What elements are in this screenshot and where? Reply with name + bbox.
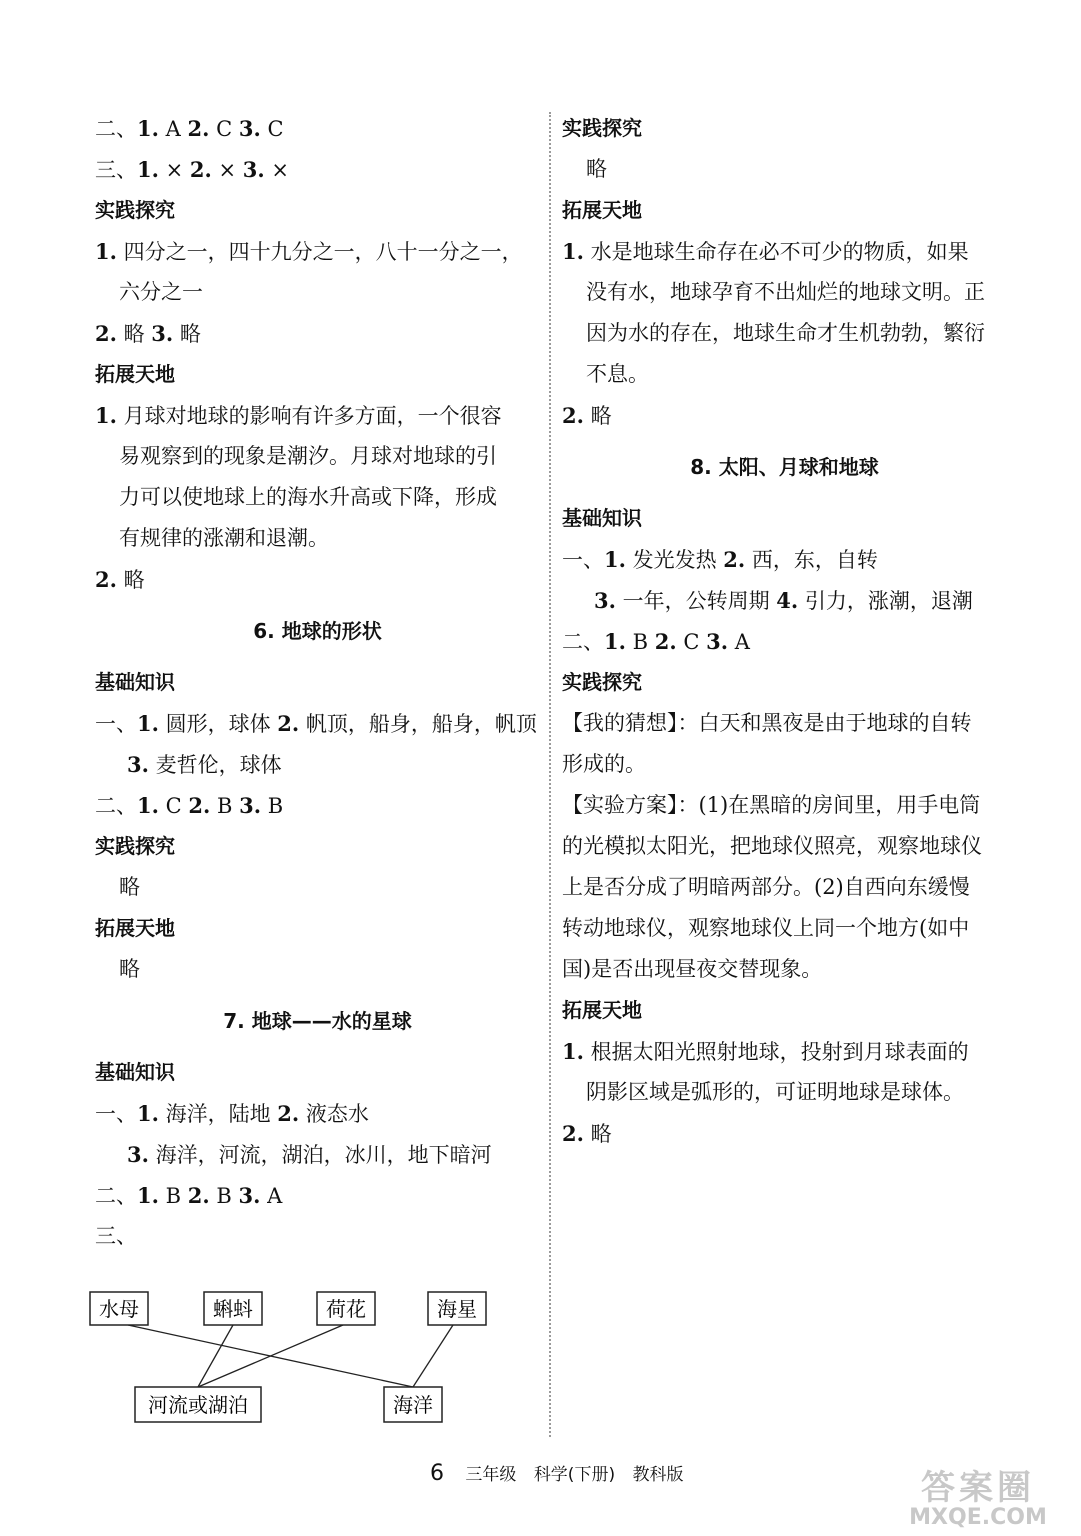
- answer-text: C: [260, 117, 284, 141]
- answer-line: 的光模拟太阳光，把地球仪照亮，观察地球仪: [562, 834, 982, 858]
- item-number: 3.: [242, 157, 265, 182]
- answer-line: [562, 1031, 1007, 1072]
- label-river-lake: 河流或湖泊: [148, 1393, 248, 1417]
- item-number: 2.: [189, 157, 212, 182]
- answer-text: 帆顶，船身，船身，帆顶: [299, 712, 537, 736]
- heading-practice: 实践探究: [95, 198, 175, 222]
- label-ocean: 海洋: [393, 1393, 433, 1417]
- answer-text: B: [158, 1184, 188, 1208]
- answer-line: 阴影区域是弧形的，可证明地球是球体。: [586, 1080, 964, 1104]
- answer-line: [95, 744, 540, 785]
- answer-line: [95, 785, 540, 826]
- item-number: 1.: [604, 629, 626, 654]
- answer-line: [95, 559, 540, 600]
- matching-diagram: [88, 1285, 508, 1440]
- answer-line: 【我的猜想】：白天和黑夜是由于地球的自转: [562, 711, 972, 735]
- answer-line: [95, 1134, 540, 1175]
- heading-practice: 实践探究: [562, 116, 642, 140]
- answer-line: [562, 580, 1007, 621]
- answer-text: B: [261, 794, 284, 818]
- answer-text: 略: [583, 1122, 612, 1146]
- answer-line: 国)是否出现昼夜交替现象。: [562, 957, 823, 981]
- right-column: [562, 108, 1007, 1154]
- answer-line: 略: [119, 875, 140, 899]
- heading-extend: 拓展天地: [95, 916, 175, 940]
- heading-basic: 基础知识: [562, 506, 642, 530]
- answer-text: ×: [158, 158, 190, 182]
- section-label: 三、: [95, 158, 137, 182]
- item-number: 2.: [187, 1183, 210, 1208]
- answer-line: 因为水的存在，地球生命才生机勃勃，繁衍: [586, 321, 985, 345]
- answer-line: 力可以使地球上的海水升高或下降，形成: [119, 485, 497, 509]
- item-number: 3.: [151, 321, 174, 346]
- answer-line: 转动地球仪，观察地球仪上同一个地方(如中: [562, 916, 970, 940]
- item-number: 2.: [95, 321, 117, 346]
- column-divider: [549, 112, 551, 1437]
- item-number: 3.: [127, 752, 149, 777]
- answer-line: 没有水，地球孕育不出灿烂的地球文明。正: [586, 280, 985, 304]
- answer-text: 一年，公转周期: [615, 589, 777, 613]
- section-title-8: 8. 太阳、月球和地球: [690, 455, 879, 479]
- section-label: 一、: [95, 1102, 137, 1126]
- watermark-logo: [893, 1470, 1063, 1532]
- item-number: 3.: [238, 1183, 261, 1208]
- match-line: [198, 1325, 233, 1387]
- answer-line: [95, 149, 540, 190]
- item-number: 1.: [137, 157, 159, 182]
- item-number: 2.: [562, 1121, 584, 1146]
- section-label: 二、: [95, 117, 137, 141]
- answer-text: B: [209, 1184, 239, 1208]
- answer-line: [95, 313, 540, 354]
- answer-text: 海洋，陆地: [158, 1102, 278, 1126]
- item-number: 1.: [137, 1183, 159, 1208]
- item-number: 1.: [562, 239, 584, 264]
- answer-text: 麦哲伦，球体: [148, 753, 282, 777]
- answer-text: 略: [173, 322, 201, 346]
- answer-text: 四分之一，四十九分之一，八十一分之一，: [116, 240, 523, 264]
- answer-text: A: [158, 117, 188, 141]
- watermark-text: 答案圈: [921, 1468, 1035, 1508]
- answer-line: [562, 539, 1007, 580]
- left-column: [95, 108, 540, 1257]
- answer-text: A: [260, 1184, 283, 1208]
- item-number: 1.: [137, 793, 159, 818]
- answer-line: 略: [586, 157, 607, 181]
- answer-line: 上是否分成了明暗两部分。(2)自西向东缓慢: [562, 875, 970, 899]
- section-title-7: 7. 地球——水的星球: [223, 1009, 412, 1033]
- answer-line: 略: [119, 957, 140, 981]
- answer-line: 【实验方案】：(1)在黑暗的房间里，用手电筒: [562, 793, 981, 817]
- answer-text: A: [728, 630, 750, 654]
- answer-text: B: [625, 630, 655, 654]
- page-number: 6: [430, 1461, 444, 1486]
- answer-line: 六分之一: [119, 280, 203, 304]
- footer-grade: 三年级: [465, 1465, 517, 1485]
- answer-text: ×: [211, 158, 243, 182]
- answer-text: ×: [264, 158, 289, 182]
- item-number: 2.: [562, 403, 584, 428]
- item-number: 2.: [277, 1101, 300, 1126]
- answer-text: 根据太阳光照射地球，投射到月球表面的: [583, 1040, 969, 1064]
- answer-text: 液态水: [299, 1102, 369, 1126]
- item-number: 4.: [776, 588, 799, 613]
- item-number: 3.: [127, 1142, 149, 1167]
- answer-text: B: [210, 794, 240, 818]
- item-number: 3.: [594, 588, 616, 613]
- heading-extend: 拓展天地: [562, 198, 642, 222]
- item-number: 2.: [188, 793, 211, 818]
- item-number: 1.: [137, 1101, 159, 1126]
- answer-line: [562, 621, 1007, 662]
- answer-line: [562, 1113, 1007, 1154]
- answer-line: [95, 1175, 540, 1216]
- answer-text: 引力，涨潮，退潮: [798, 589, 973, 613]
- watermark-url: MXQE.COM: [909, 1505, 1047, 1530]
- item-number: 1.: [562, 1039, 584, 1064]
- item-number: 1.: [137, 116, 159, 141]
- answer-line: [95, 231, 540, 272]
- match-line: [198, 1325, 343, 1387]
- answer-text: 水是地球生命存在必不可少的物质，如果: [583, 240, 969, 264]
- answer-line: [95, 108, 540, 149]
- answer-line: [562, 231, 1007, 272]
- item-number: 1.: [95, 403, 117, 428]
- section-label: 三、: [95, 1224, 137, 1248]
- answer-text: C: [676, 630, 707, 654]
- item-number: 1.: [95, 239, 117, 264]
- heading-practice: 实践探究: [95, 834, 175, 858]
- section-label: 二、: [95, 1184, 137, 1208]
- answer-text: 略: [583, 404, 612, 428]
- heading-extend: 拓展天地: [562, 998, 642, 1022]
- section-label: 二、: [95, 794, 137, 818]
- label-starfish: 海星: [437, 1297, 477, 1321]
- section-title-6: 6. 地球的形状: [253, 619, 382, 643]
- item-number: 1.: [137, 711, 159, 736]
- item-number: 2.: [187, 116, 210, 141]
- heading-extend: 拓展天地: [95, 362, 175, 386]
- item-number: 1.: [604, 547, 626, 572]
- answer-line: 有规律的涨潮和退潮。: [119, 526, 329, 550]
- answer-line: 形成的。: [562, 752, 646, 776]
- label-jellyfish: 水母: [99, 1297, 139, 1321]
- item-number: 2.: [723, 547, 746, 572]
- answer-line: [562, 395, 1007, 436]
- heading-basic: 基础知识: [95, 1060, 175, 1084]
- item-number: 3.: [706, 629, 729, 654]
- item-number: 3.: [239, 793, 262, 818]
- answer-text: 略: [116, 568, 145, 592]
- item-number: 2.: [654, 629, 677, 654]
- answer-text: 海洋，河流，湖泊，冰川，地下暗河: [148, 1143, 492, 1167]
- item-number: 2.: [277, 711, 300, 736]
- answer-line: 不息。: [586, 362, 649, 386]
- answer-line: [95, 703, 540, 744]
- label-tadpole: 蝌蚪: [213, 1297, 253, 1321]
- item-number: 2.: [95, 567, 117, 592]
- match-line: [413, 1325, 453, 1387]
- footer-edition: 教科版: [632, 1465, 684, 1485]
- answer-text: 发光发热: [625, 548, 724, 572]
- heading-practice: 实践探究: [562, 670, 642, 694]
- answer-line: 易观察到的现象是潮汐。月球对地球的引: [119, 444, 497, 468]
- item-number: 3.: [238, 116, 261, 141]
- label-lotus: 荷花: [326, 1297, 366, 1321]
- answer-text: C: [209, 117, 239, 141]
- answer-text: 月球对地球的影响有许多方面，一个很容: [116, 404, 502, 428]
- answer-text: 略: [116, 322, 152, 346]
- answer-text: 圆形，球体: [158, 712, 278, 736]
- heading-basic: 基础知识: [95, 670, 175, 694]
- answer-line: [95, 395, 540, 436]
- answer-text: C: [158, 794, 189, 818]
- section-label: 一、: [562, 548, 604, 572]
- section-label: 二、: [562, 630, 604, 654]
- section-label: 一、: [95, 712, 137, 736]
- answer-text: 西，东，自转: [745, 548, 878, 572]
- page-footer: [430, 1460, 695, 1486]
- answer-line: [95, 1093, 540, 1134]
- footer-subject: 科学(下册): [533, 1465, 616, 1485]
